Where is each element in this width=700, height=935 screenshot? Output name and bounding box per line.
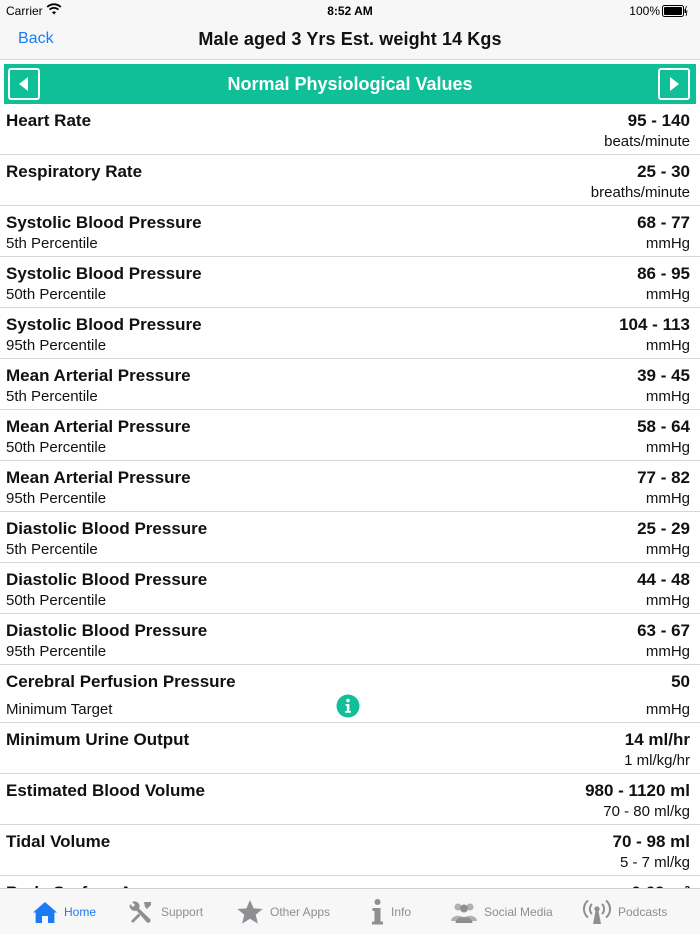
row-name: Systolic Blood Pressure: [6, 315, 202, 334]
row-value: 44 - 48: [637, 570, 690, 589]
row-value: 104 - 113: [619, 315, 690, 334]
tab-label: Info: [391, 905, 412, 919]
row-value: 39 - 45: [637, 366, 690, 385]
row-unit: mmHg: [645, 490, 690, 507]
row-value: 70 - 98 ml: [612, 832, 690, 851]
row-unit: mmHg: [645, 388, 690, 405]
info-icon: [369, 898, 385, 926]
table-row: [0, 308, 700, 359]
row-value: 58 - 64: [637, 417, 690, 436]
section-header: [4, 64, 696, 104]
page-title: Male aged 3 Yrs Est. weight 14 Kgs: [198, 29, 502, 49]
table-row: [0, 563, 700, 614]
row-name: Respiratory Rate: [6, 162, 143, 181]
table-row: [0, 359, 700, 410]
row-name: Mean Arterial Pressure: [6, 468, 191, 487]
row-subtitle: 95th Percentile: [6, 643, 107, 660]
row-value: 68 - 77: [637, 213, 690, 232]
row-name: Minimum Urine Output: [6, 730, 190, 749]
table-row: [0, 614, 700, 665]
triangle-right-icon: [660, 70, 688, 98]
tab-label: Other Apps: [270, 905, 331, 919]
info-icon[interactable]: [336, 694, 360, 718]
podcast-icon: [582, 899, 612, 925]
table-row: [0, 104, 700, 155]
tab-label: Home: [64, 905, 97, 919]
row-name: Diastolic Blood Pressure: [6, 621, 208, 640]
row-value: 95 - 140: [627, 111, 690, 130]
carrier-label: Carrier: [6, 4, 43, 18]
row-value: 63 - 67: [637, 621, 690, 640]
table-row: [0, 410, 700, 461]
row-value: 14 ml/hr: [624, 730, 690, 749]
row-value: 50: [671, 672, 690, 691]
row-name: Mean Arterial Pressure: [6, 417, 191, 436]
wrench-icon: [127, 899, 155, 925]
row-name: Diastolic Blood Pressure: [6, 519, 208, 538]
table-row: [0, 774, 700, 825]
row-value: 25 - 29: [637, 519, 690, 538]
row-unit: mmHg: [645, 235, 690, 252]
row-subtitle: 95th Percentile: [6, 337, 107, 354]
table-row: [0, 723, 700, 774]
battery-icon: [662, 5, 688, 20]
row-subtitle: Minimum Target: [6, 701, 113, 718]
row-unit: beats/minute: [604, 133, 690, 150]
next-section-button[interactable]: [658, 68, 690, 100]
tab-bar: [0, 888, 700, 934]
row-unit: mmHg: [645, 592, 690, 609]
section-title: Normal Physiological Values: [227, 74, 473, 94]
table-row: [0, 512, 700, 563]
tab-podcasts[interactable]: [582, 889, 667, 935]
row-unit: 5 - 7 ml/kg: [619, 854, 690, 871]
navigation-bar: [0, 22, 700, 60]
row-unit: mmHg: [645, 439, 690, 456]
tab-label: Podcasts: [618, 905, 668, 919]
people-icon: [450, 900, 478, 924]
tab-home[interactable]: [32, 889, 96, 935]
status-bar: [0, 0, 700, 22]
tab-label: Social Media: [484, 905, 553, 919]
row-unit: mmHg: [645, 643, 690, 660]
tab-support[interactable]: [127, 889, 203, 935]
row-name: Systolic Blood Pressure: [6, 264, 202, 283]
row-subtitle: 5th Percentile: [6, 388, 98, 405]
row-name: Heart Rate: [6, 111, 92, 130]
row-name: Systolic Blood Pressure: [6, 213, 202, 232]
row-value: 77 - 82: [637, 468, 690, 487]
table-row: [0, 206, 700, 257]
table-row: [0, 461, 700, 512]
row-name: Mean Arterial Pressure: [6, 366, 191, 385]
row-unit: mmHg: [645, 286, 690, 303]
row-value: 980 - 1120 ml: [585, 781, 690, 800]
row-value: 25 - 30: [637, 162, 690, 181]
row-unit: 1 ml/kg/hr: [624, 752, 690, 769]
back-button[interactable]: Back: [18, 30, 54, 47]
table-row: [0, 257, 700, 308]
row-subtitle: 5th Percentile: [6, 235, 98, 252]
row-name: Diastolic Blood Pressure: [6, 570, 208, 589]
battery-percent: 100%: [629, 4, 660, 18]
table-row: [0, 155, 700, 206]
tab-other-apps[interactable]: [236, 889, 330, 935]
row-subtitle: 95th Percentile: [6, 490, 107, 507]
row-subtitle: 50th Percentile: [6, 439, 107, 456]
row-unit: 70 - 80 ml/kg: [603, 803, 690, 820]
row-unit: mmHg: [645, 541, 690, 558]
row-subtitle: 50th Percentile: [6, 592, 107, 609]
row-subtitle: 50th Percentile: [6, 286, 107, 303]
row-unit: mmHg: [645, 337, 690, 354]
values-list[interactable]: [0, 104, 700, 888]
tab-info[interactable]: [369, 889, 411, 935]
table-row: [0, 665, 700, 723]
home-icon: [32, 900, 58, 924]
row-name: Estimated Blood Volume: [6, 781, 205, 800]
row-name: Tidal Volume: [6, 832, 111, 851]
status-time: 8:52 AM: [327, 4, 373, 18]
row-unit: breaths/minute: [590, 184, 690, 201]
row-name: Cerebral Perfusion Pressure: [6, 672, 236, 691]
table-row: [0, 825, 700, 876]
row-subtitle: 5th Percentile: [6, 541, 98, 558]
star-icon: [236, 899, 264, 925]
row-unit: mmHg: [645, 701, 690, 718]
tab-social-media[interactable]: [450, 889, 553, 935]
tab-label: Support: [161, 905, 204, 919]
row-value: 86 - 95: [637, 264, 690, 283]
